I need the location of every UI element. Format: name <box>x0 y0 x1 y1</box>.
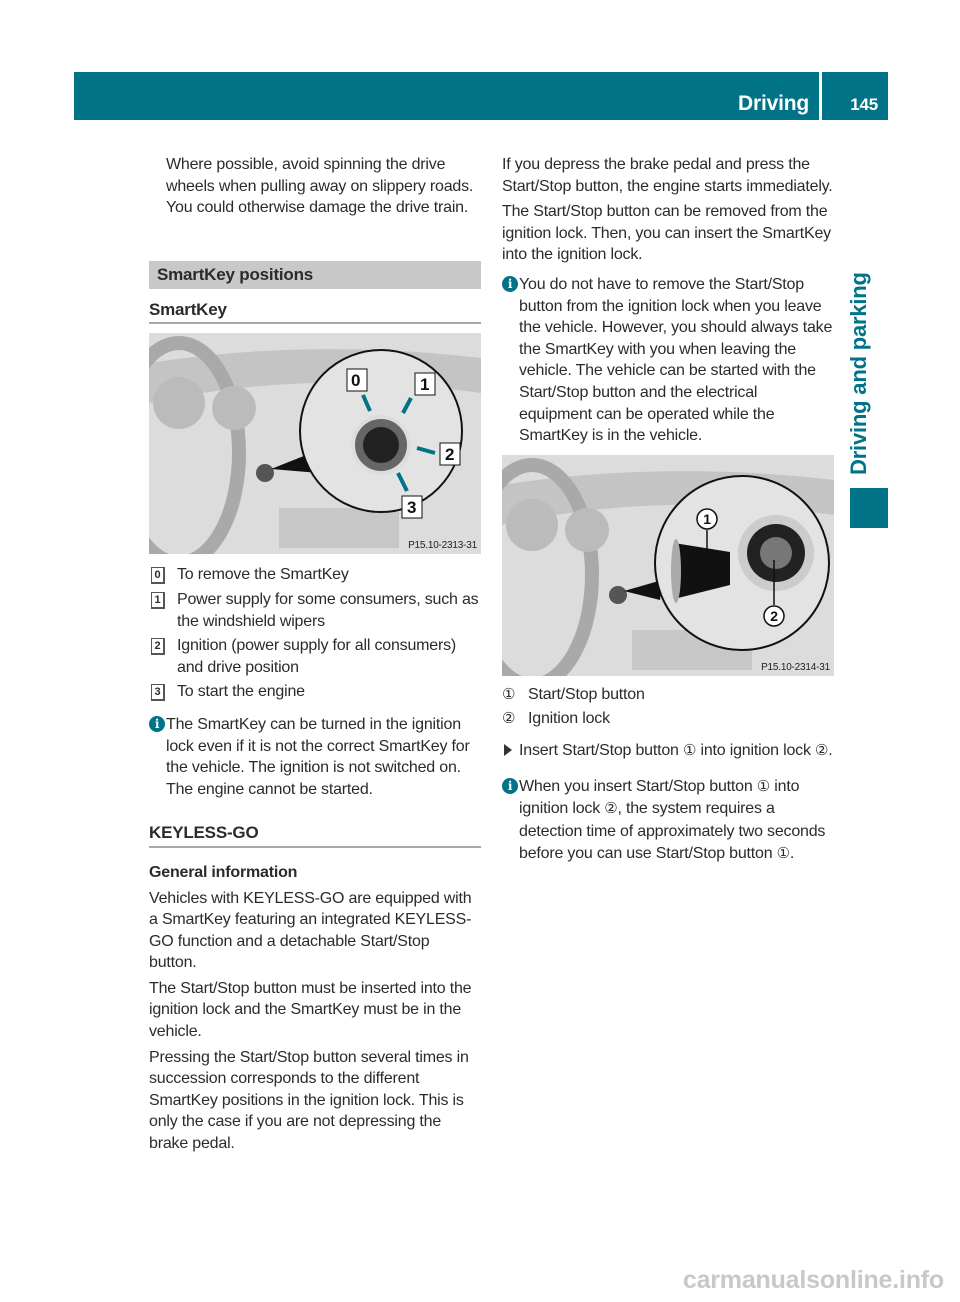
info-note <box>149 714 481 800</box>
legend-text: Ignition lock <box>528 710 610 728</box>
header-bar <box>74 72 888 120</box>
paragraph: Pressing the Start/Stop button several times in succession corresponds to the different SmartKey positions in the ignition lock. This is only the case if you are not depressing the brake pedal. <box>149 1048 469 1153</box>
legend-item <box>502 708 834 730</box>
paragraph: Vehicles with KEYLESS-GO are equipped with a SmartKey featuring an integrated KEYLESS-GO function and a detachable Start/Stop button. <box>149 889 472 972</box>
info-icon: i <box>502 276 518 292</box>
left-column <box>149 154 481 1159</box>
info-text: The SmartKey can be turned in the ignition lock even if it is not the correct SmartKey for the vehicle. The ignition is not switched on. The engine cannot be started. <box>166 715 470 798</box>
position-text: To remove the SmartKey <box>177 566 349 584</box>
paragraph: The Start/Stop button must be inserted into the ignition lock and the SmartKey must be in the vehicle. <box>149 979 472 1041</box>
position-label-1: 1 <box>420 375 430 395</box>
figure-code: P15.10-2313-31 <box>408 540 477 552</box>
step-arrow-icon <box>504 744 512 756</box>
position-number: 3 <box>151 684 165 701</box>
side-tab-label: Driving and parking <box>846 272 871 475</box>
callout-2: 2 <box>770 607 778 624</box>
page-number: 145 <box>850 95 878 114</box>
position-text: Ignition (power supply for all consumers) and drive position <box>177 637 457 676</box>
info-note: i When you insert Start/Stop button ① into ignition lock ②, the system requires a detection time of approximately two seconds before you can use Start/Stop button ①. <box>502 776 834 866</box>
list-item <box>149 681 481 703</box>
paragraph: The Start/Stop button can be removed from the ignition lock. Then, you can insert the SmartKey into the ignition lock. <box>502 203 831 264</box>
list-item <box>149 589 481 632</box>
position-number: 1 <box>151 592 165 609</box>
section-heading: SmartKey positions <box>149 261 481 289</box>
paragraph: If you depress the brake pedal and press the Start/Stop button, the engine starts immediately. <box>502 156 833 195</box>
figure-code: P15.10-2314-31 <box>761 661 830 673</box>
position-label-3: 3 <box>407 498 417 518</box>
keyless-go-heading: KEYLESS-GO <box>149 822 481 848</box>
start-stop-figure <box>502 455 834 676</box>
info-note <box>502 274 834 447</box>
watermark: carmanualsonline.info <box>682 1266 944 1294</box>
smartkey-positions-figure <box>149 333 481 554</box>
info-icon: i <box>502 778 518 794</box>
position-label-0: 0 <box>351 371 361 391</box>
general-info-heading: General information <box>149 863 298 881</box>
position-text: To start the engine <box>177 683 305 701</box>
info-text: You do not have to remove the Start/Stop button from the ignition lock when you leave the vehicle. However, you should always take the SmartKey with you when leaving the vehicle. The vehicle can be started with the Start/Stop button and the electrical equipment can be operated while the SmartKey is in the vehicle. <box>519 275 833 445</box>
info-icon: i <box>149 716 165 732</box>
header-title: Driving <box>738 72 822 120</box>
position-number: 2 <box>151 638 165 655</box>
right-column <box>502 154 834 866</box>
instruction-step: Insert Start/Stop button ① into ignition lock ②. <box>502 739 834 762</box>
legend-number: ② <box>502 710 516 728</box>
side-tab-marker <box>850 488 888 528</box>
list-item <box>149 564 481 586</box>
key-positions-list <box>149 564 481 703</box>
smartkey-heading: SmartKey <box>149 299 481 325</box>
intro-text: Where possible, avoid spinning the drive wheels when pulling away on slippery roads. You could otherwise damage the drive train. <box>166 156 474 217</box>
callout-1: 1 <box>703 510 711 527</box>
list-item <box>149 635 481 678</box>
legend-item <box>502 684 834 706</box>
legend-text: Start/Stop button <box>528 685 645 703</box>
legend-number: ① <box>502 685 516 703</box>
position-number: 0 <box>151 567 165 584</box>
position-label-2: 2 <box>445 445 455 465</box>
position-text: Power supply for some consumers, such as the windshield wipers <box>177 590 479 630</box>
